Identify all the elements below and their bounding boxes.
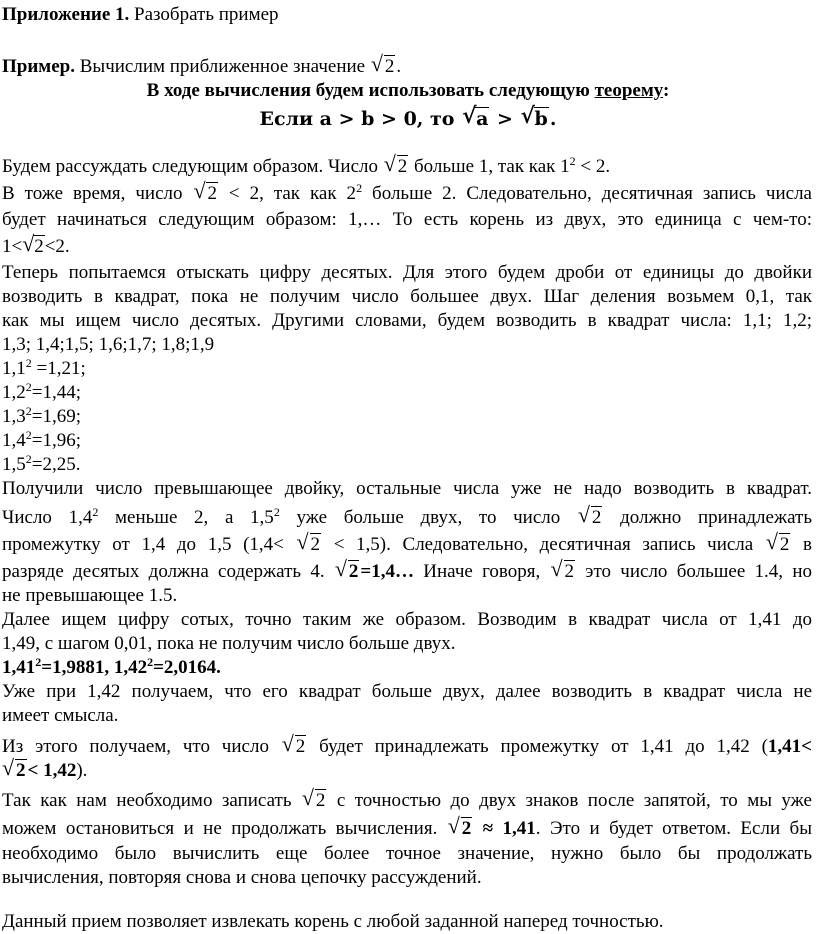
sqrt-symbol: √ 2 xyxy=(551,560,576,584)
paragraph-line: 1,3; 1,4;1,5; 1,6;1,7; 1,8;1,9 xyxy=(2,334,215,355)
paragraph-line: Число $1,4^2$ меньше 2, а $1,5^2$ уже больше двух, то число √ 2 должно принадлежать xyxy=(2,506,812,530)
square-line: $1,4^2=1,96$; xyxy=(2,428,81,451)
sqrt-symbol: √ 2 xyxy=(2,759,27,783)
paragraph-line: В тоже время, число √ 2 < 2, так как $2^2$ больше 2. Следовательно, десятичная запись числа xyxy=(2,182,812,206)
closing-line: Данный прием позволяет извлекать корень с любой заданной наперед точностью. xyxy=(2,911,664,932)
square-line: $1,5^2=2,25$. xyxy=(2,452,81,475)
paragraph-line: будет начинаться следующим образом: 1,… То есть корень из двух, это единица с чем-то: xyxy=(2,209,812,230)
theorem-intro: В ходе вычисления будем использовать следующую теорему: xyxy=(146,80,670,101)
paragraph-line: Теперь попытаемся отыскать цифру десятых. Для этого будем дроби от единицы до двойки xyxy=(2,262,812,283)
sqrt-symbol: √ 2 xyxy=(371,55,396,79)
sqrt-symbol: √ a xyxy=(462,107,489,131)
theorem-statement: Если a > b > 0, то √ a > √ b . xyxy=(0,107,816,131)
appendix-heading: Приложение 1. Разобрать пример xyxy=(2,4,279,25)
paragraph-line: 1<√ 2<2. xyxy=(2,235,812,259)
paragraph-line: Так как нам необходимо записать √ 2 с точностью до двух знаков после запятой, то мы уже xyxy=(2,789,812,813)
sqrt-symbol: √ 2 xyxy=(302,789,327,813)
sqrt-symbol: √ 2 xyxy=(22,235,45,259)
paragraph-line: Будем рассуждать следующим образом. Число √ 2 больше 1, так как $1^2 < 2$. xyxy=(2,155,812,179)
sqrt-symbol: √ 2 xyxy=(297,533,322,557)
sqrt-symbol: √ 2 xyxy=(335,560,360,584)
sqrt-symbol: √ 2 xyxy=(193,182,218,206)
paragraph-line: необходимо было вычислить еще более точное значение, нужно было бы продолжать xyxy=(2,843,812,864)
sqrt-symbol: √ 2 xyxy=(448,817,473,841)
paragraph-line: как мы ищем число десятых. Другими словами, будем возводить в квадрат числа: 1,1; 1,2; xyxy=(2,310,812,331)
paragraph-line: промежутку от 1,4 до 1,5 (1,4< √ 2 < 1,5). Следовательно, десятичная запись числа √ 2 в xyxy=(2,533,812,557)
paragraph-line: $1,41^2=1,9881$, $1,42^2=2,0164$. xyxy=(2,655,221,678)
paragraph-line: √ 2 < 1,42). xyxy=(2,759,812,783)
paragraph-line: Далее ищем цифру сотых, точно таким же образом. Возводим в квадрат числа от 1,41 до xyxy=(2,609,812,630)
paragraph-line: 1,49, с шагом 0,01, пока не получим число больше двух. xyxy=(2,633,456,654)
sqrt-symbol: √ b xyxy=(521,107,549,131)
paragraph-line: разряде десятых должна содержать 4. √ 2 =1,4… Иначе говоря, √ 2 это число большее 1.4, но xyxy=(2,560,812,584)
paragraph-line: Получили число превышающее двойку, остальные числа уже не надо возводить в квадрат. xyxy=(2,478,812,499)
square-line: $1,2^2=1,44$; xyxy=(2,380,81,403)
square-line: $1,3^2=1,69$; xyxy=(2,404,81,427)
paragraph-line: можем остановиться и не продолжать вычисления. √ 2 ≈ 1,41. Это и будет ответом. Если бы xyxy=(2,817,812,841)
paragraph-line: Из этого получаем, что число √ 2 будет принадлежать промежутку от 1,41 до 1,42 (1,41< xyxy=(2,735,812,759)
paragraph-line: Уже при 1,42 получаем, что его квадрат больше двух, далее возводить в квадрат числа не xyxy=(2,681,812,702)
paragraph-line: возводить в квадрат, пока не получим число большее двух. Шаг деления возьмем 0,1, так xyxy=(2,286,812,307)
paragraph-line: имеет смысла. xyxy=(2,705,119,726)
sqrt-symbol: √ 2 xyxy=(384,155,409,179)
sqrt-symbol: √ 2 xyxy=(766,533,791,557)
square-line: $1,1^2 =1,21$; xyxy=(2,356,86,379)
paragraph-line: не превышающее 1.5. xyxy=(2,585,178,606)
example-line: Пример. Вычислим приближенное значение √ 2 . xyxy=(2,55,812,79)
sqrt-symbol: √ 2 xyxy=(282,735,307,759)
sqrt-symbol: √ 2 xyxy=(578,506,603,530)
paragraph-line: вычисления, повторяя снова и снова цепочку рассуждений. xyxy=(2,867,482,888)
